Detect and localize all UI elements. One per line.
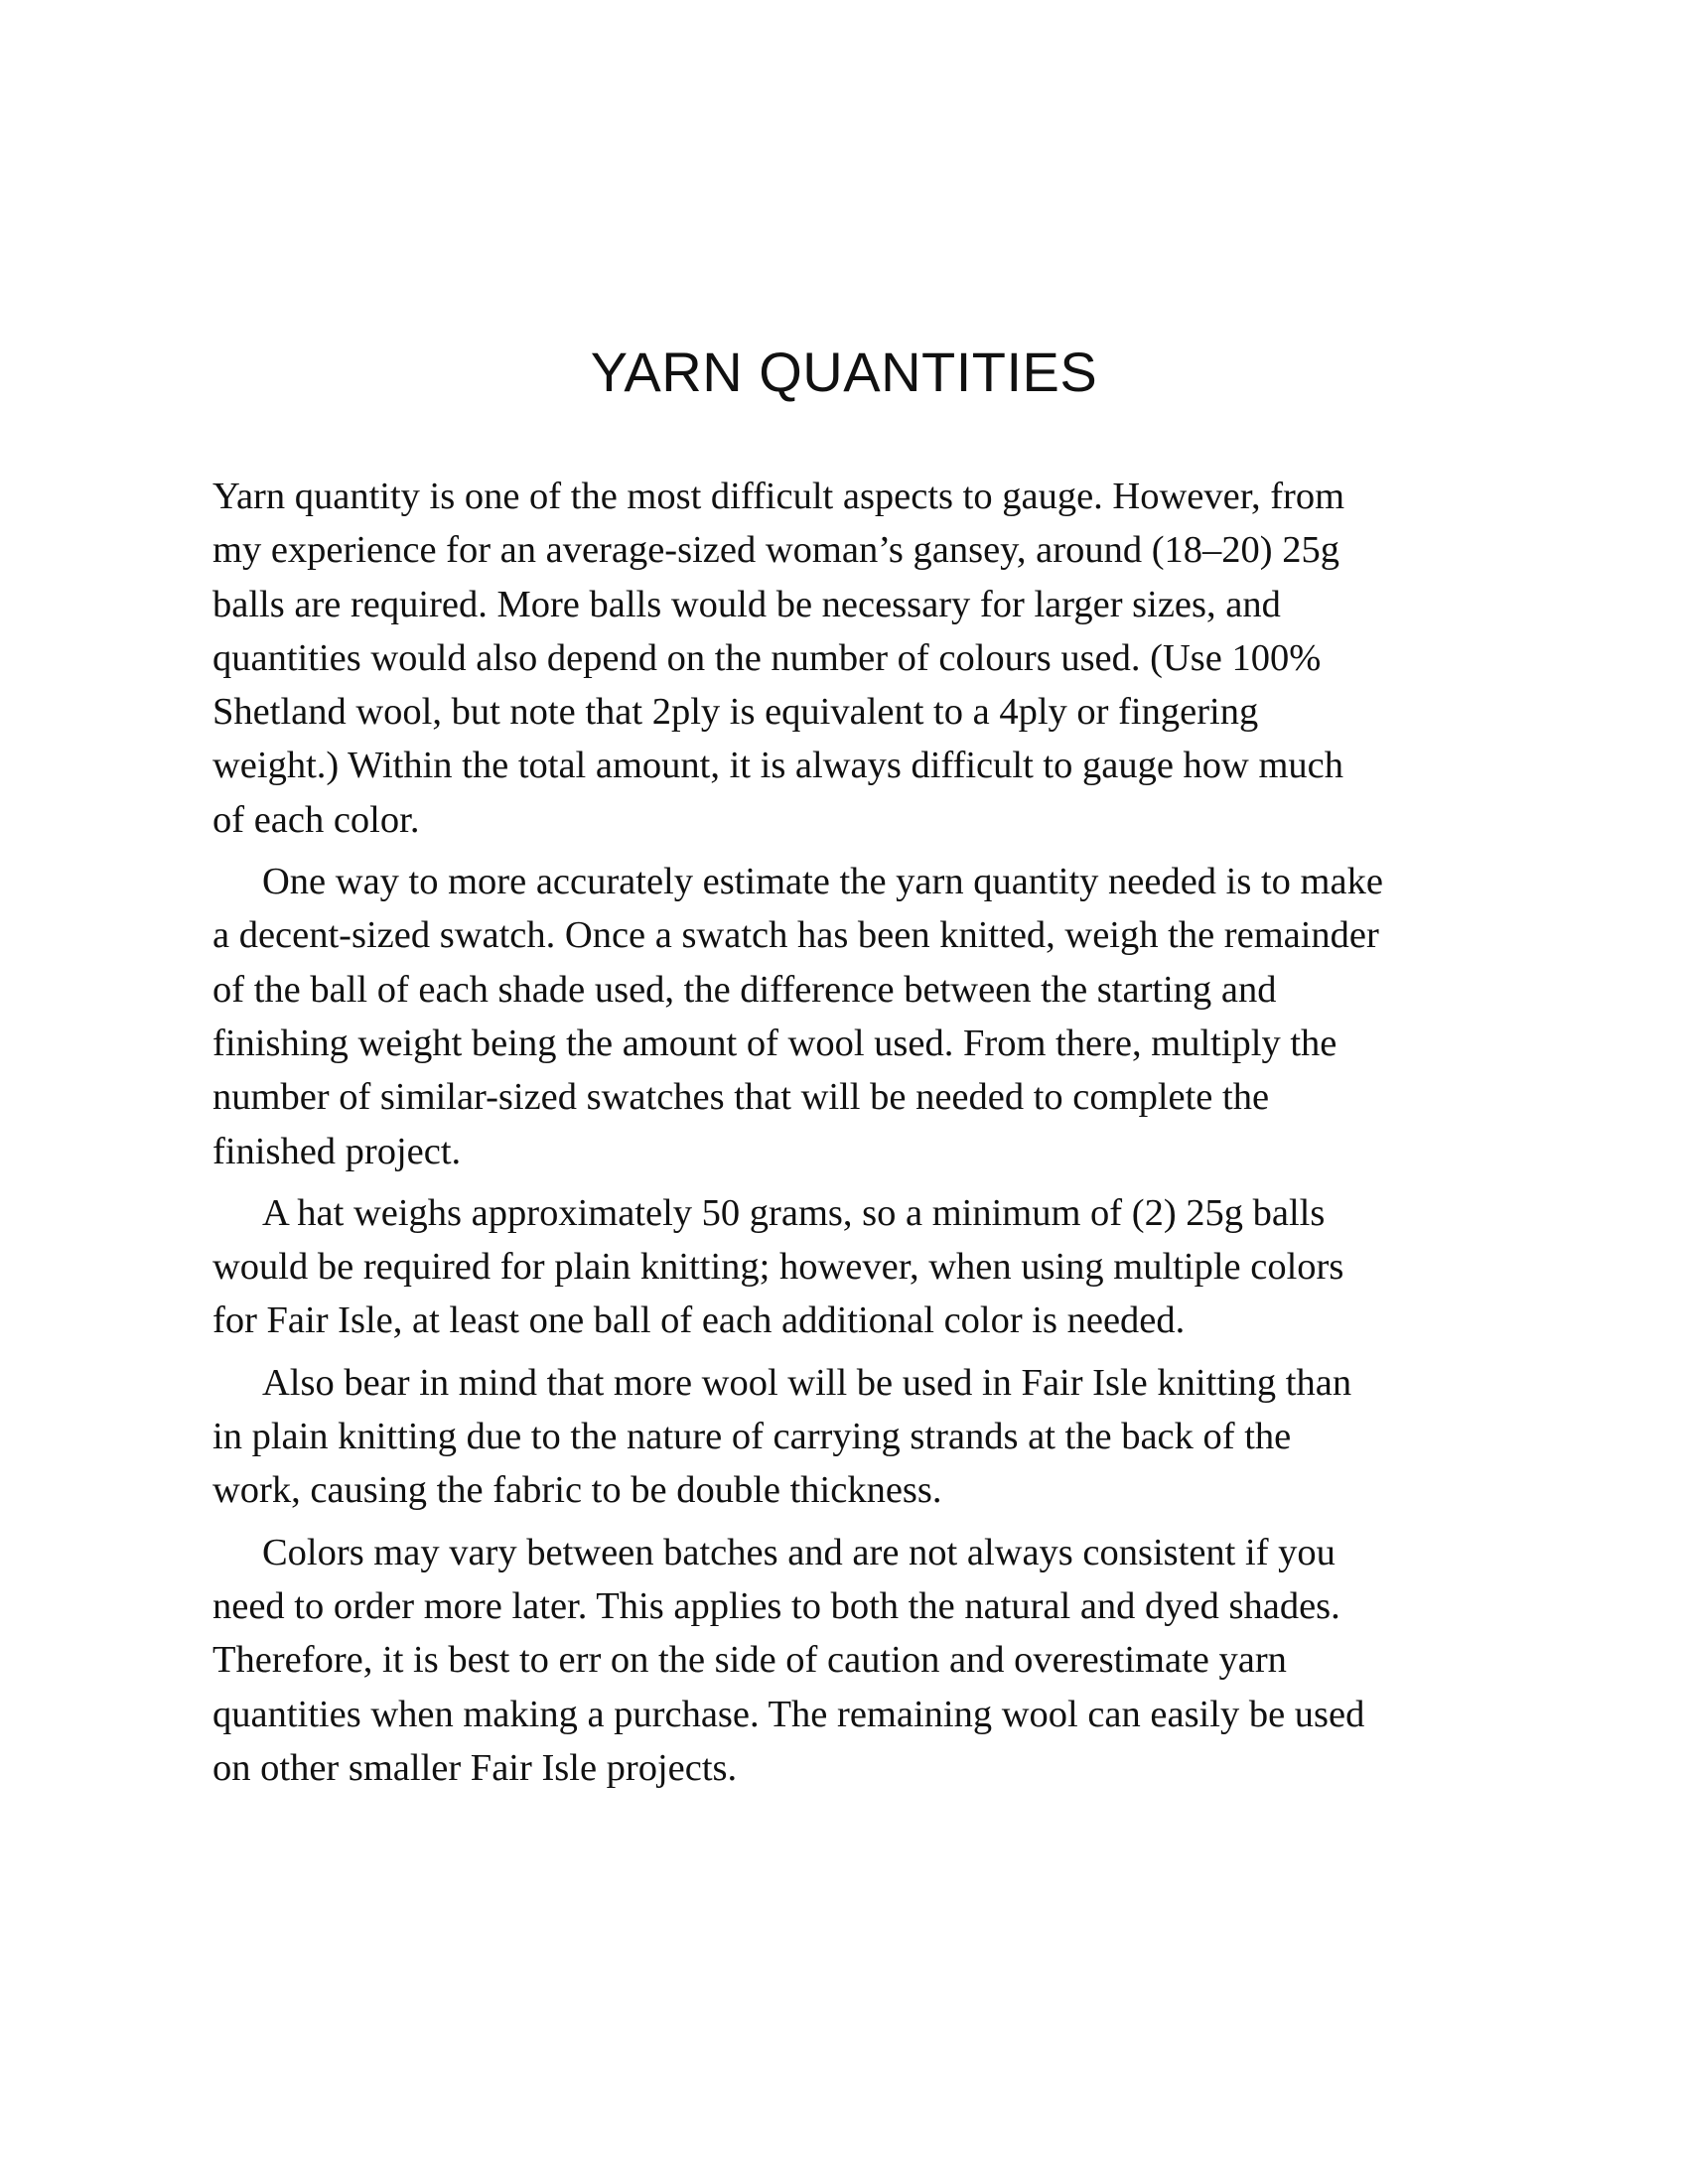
text-line: in plain knitting due to the nature of carrying strands at the back of the (212, 1416, 1292, 1458)
text-line: on other smaller Fair Isle projects. (212, 1746, 738, 1789)
text-line: Also bear in mind that more wool will be used in Fair Isle knitting than (262, 1361, 1352, 1404)
text-line: A hat weighs approximately 50 grams, so a minimum of (2) 25g balls (262, 1191, 1326, 1234)
text-line: One way to more accurately estimate the yarn quantity needed is to make (262, 861, 1383, 903)
text-line: Colors may vary between batches and are not always consistent if you (262, 1531, 1336, 1573)
text-line: a decent-sized swatch. Once a swatch has been knitted, weigh the remainder (212, 914, 1379, 957)
text-line: for Fair Isle, at least one ball of each additional color is needed. (212, 1299, 1186, 1342)
paragraph (212, 855, 1493, 1178)
text-line: balls are required. More balls would be necessary for larger sizes, and (212, 583, 1281, 625)
text-line: finishing weight being the amount of wool used. From there, multiply the (212, 1022, 1337, 1064)
text-line: Yarn quantity is one of the most difficult aspects to gauge. However, from (212, 476, 1345, 517)
text-line: weight.) Within the total amount, it is always difficult to gauge how much (212, 745, 1344, 787)
paragraph (212, 470, 1493, 847)
body-text (212, 470, 1493, 1803)
page-title: YARN QUANTITIES (590, 341, 1098, 403)
text-line: would be required for plain knitting; however, when using multiple colors (212, 1246, 1344, 1289)
text-line: quantities would also depend on the number of colours used. (Use 100% (212, 636, 1322, 679)
text-line: of each color. (212, 798, 420, 841)
text-line: Therefore, it is best to err on the side of caution and overestimate yarn (212, 1639, 1287, 1682)
text-line: work, causing the fabric to be double thickness. (212, 1469, 942, 1512)
text-line: finished project. (212, 1130, 462, 1172)
text-line: Shetland wool, but note that 2ply is equivalent to a 4ply or fingering (212, 691, 1259, 734)
text-line: my experience for an average-sized woman’s gansey, around (18–20) 25g (212, 529, 1339, 572)
paragraph (212, 1186, 1493, 1348)
paragraph (212, 1356, 1493, 1518)
paragraph (212, 1526, 1493, 1795)
text-line: number of similar-sized swatches that will be needed to complete the (212, 1076, 1270, 1119)
text-line: of the ball of each shade used, the difference between the starting and (212, 968, 1277, 1011)
text-line: quantities when making a purchase. The remaining wool can easily be used (212, 1693, 1365, 1735)
text-line: need to order more later. This applies to both the natural and dyed shades. (212, 1584, 1340, 1627)
